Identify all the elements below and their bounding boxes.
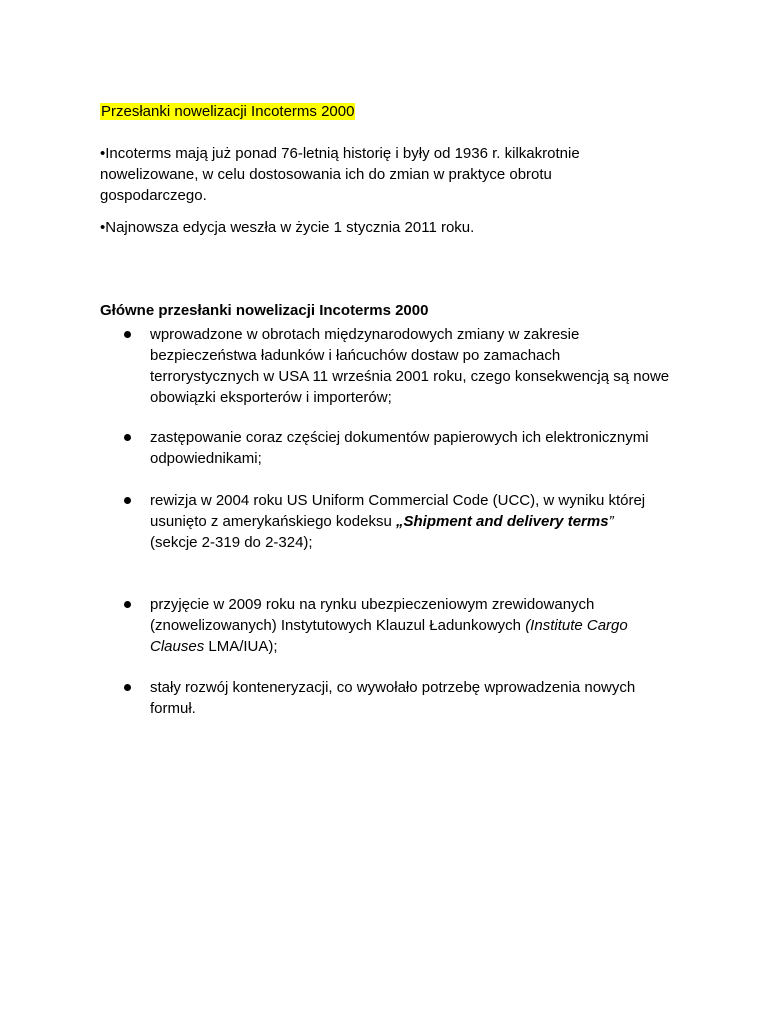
section-heading: Główne przesłanki nowelizacji Incoterms 2000 xyxy=(100,302,429,319)
emphasis-text: Shipment and delivery terms xyxy=(403,513,609,530)
bullet-icon xyxy=(124,434,131,441)
title-highlight: Przesłanki nowelizacji Incoterms 2000 xyxy=(101,103,355,120)
list-item-text xyxy=(150,490,670,553)
bullet-icon xyxy=(124,331,131,338)
emphasis-text: (Institute Cargo Clauses xyxy=(150,617,628,655)
quote-open: „ xyxy=(395,513,404,530)
list-item-text xyxy=(150,594,670,657)
paragraph-latest-edition: •Najnowsza edycja weszła w życie 1 stycznia 2011 roku. xyxy=(100,219,475,236)
list-item-text: stały rozwój konteneryzacji, co wywołało potrzebę wprowadzenia nowych formuł. xyxy=(150,679,636,717)
bullet-icon xyxy=(124,684,131,691)
list-item-text-part: rewizja w 2004 roku US Uniform Commercial Code (UCC), w wyniku której usunięto z amerykańskiego kodeksu xyxy=(150,492,646,530)
list-item-text-part: (sekcje 2-319 do 2-324); xyxy=(150,534,313,551)
document-title xyxy=(100,101,355,122)
quote-close: ” xyxy=(608,513,614,530)
list-item-text: zastępowanie coraz częściej dokumentów papierowych ich elektronicznymi odpowiednikami; xyxy=(150,429,649,467)
bullet-icon xyxy=(124,497,131,504)
list-item-text: wprowadzone w obrotach międzynarodowych zmiany w zakresie bezpieczeństwa ładunków i łańcuchów dostaw po zamachach terrorystycznych w USA 11 września 2001 roku, czego konsekwencją są nowe obowiązki eksporterów i importerów; xyxy=(150,326,670,406)
bullet-icon xyxy=(124,601,131,608)
list-item-text-part: przyjęcie w 2009 roku na rynku ubezpieczeniowym zrewidowanych (znowelizowanych) Instytutowych Klauzul Ładunkowych xyxy=(150,596,595,634)
list-item-text-part: LMA/IUA); xyxy=(204,638,278,655)
paragraph-history: •Incoterms mają już ponad 76-letnią historię i były od 1936 r. kilkakrotnie nowelizowane, w celu dostosowania ich do zmian w praktyce obrotu gospodarczego. xyxy=(100,145,580,204)
